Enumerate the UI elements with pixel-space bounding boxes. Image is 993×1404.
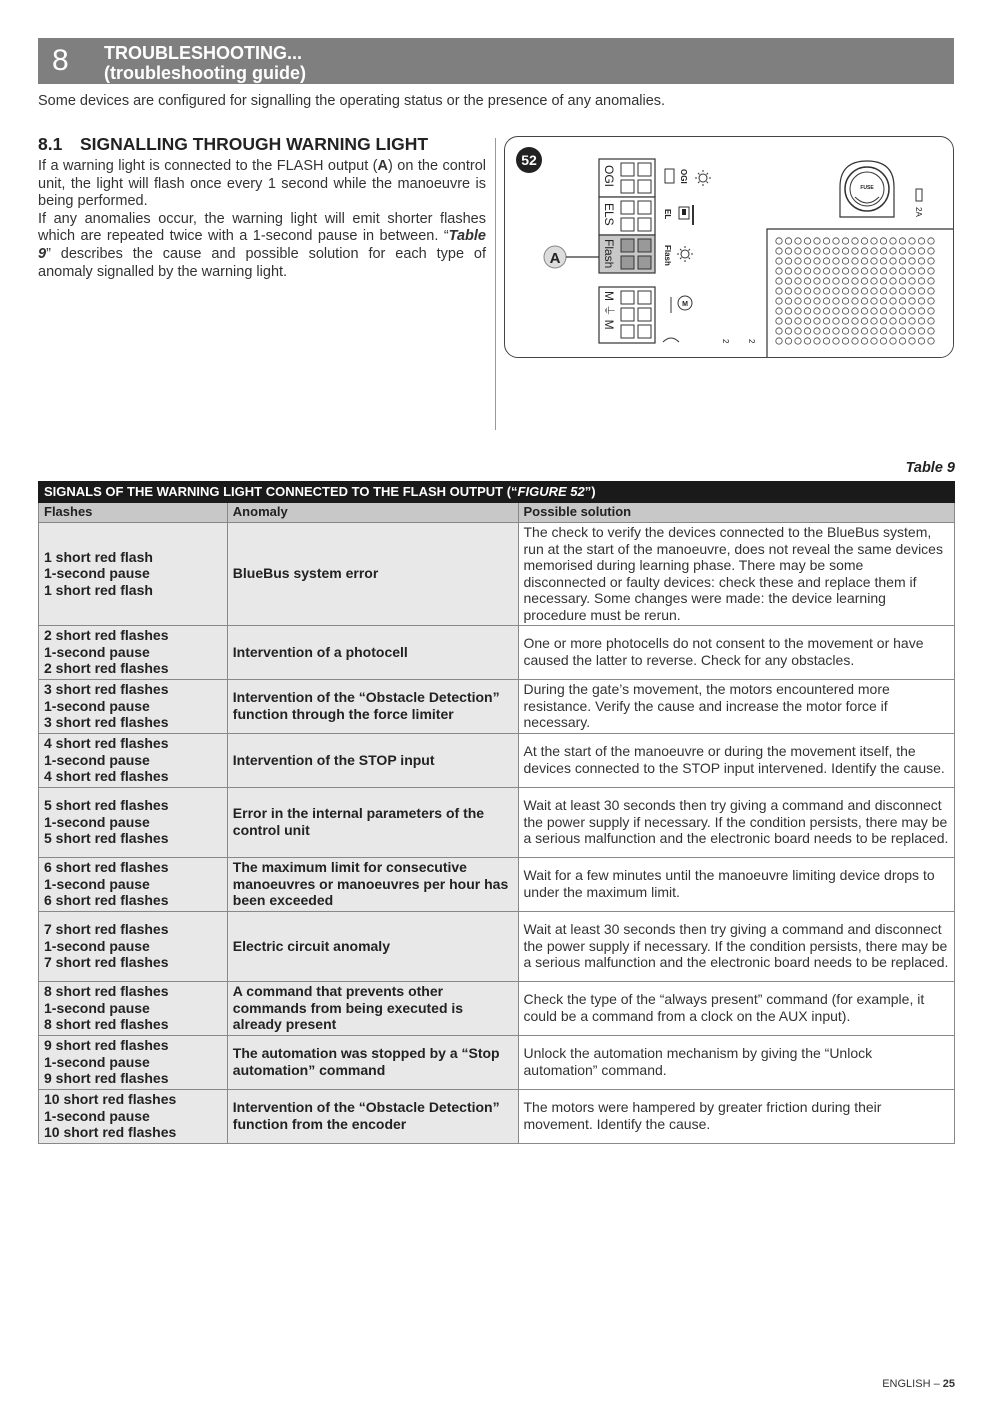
flashes-line: 1-second pause: [44, 937, 150, 954]
anomaly-cell: Electric circuit anomaly: [227, 911, 518, 981]
flashes-line: 7 short red flashes: [44, 921, 169, 938]
section-heading: [38, 134, 428, 155]
flashes-line: 1-second pause: [44, 813, 150, 830]
lock-icon: [679, 205, 693, 225]
table-row: [39, 1035, 955, 1089]
side-label-el: EL: [663, 209, 672, 220]
table-row: [39, 733, 955, 787]
flashes-cell: [39, 523, 228, 626]
flashes-line: 1 short red flash: [44, 582, 153, 599]
flashes-line: 1-second pause: [44, 1107, 150, 1124]
table-title: [39, 482, 955, 503]
p1-ref-a: A: [377, 158, 388, 174]
table-row: [39, 1089, 955, 1143]
solution-cell: Wait at least 30 seconds then try giving a command and disconnect the power supply if necessary. If the condition persists, there may be a serious malfunction and the electronic board needs to be replaced.: [518, 787, 955, 857]
terminal-label-ogi: OGI: [602, 165, 616, 188]
page-footer: [882, 1378, 955, 1390]
p2-table-ref: Table 9: [38, 228, 486, 262]
flashes-line: 6 short red flashes: [44, 892, 169, 909]
paragraph-1: [38, 158, 486, 211]
chapter-title-line1: TROUBLESHOOTING...: [104, 43, 302, 63]
sun-icon: [695, 170, 711, 186]
solution-cell: One or more photocells do not consent to the movement or have caused the latter to reverse. Check for any obstacles.: [518, 625, 955, 679]
terminal-label-els: ELS: [602, 203, 616, 226]
flashes-line: 1-second pause: [44, 565, 150, 582]
flashes-line: 4 short red flashes: [44, 735, 169, 752]
anomaly-cell: The automation was stopped by a “Stop automation” command: [227, 1035, 518, 1089]
side-label-flash: Flash: [663, 245, 672, 266]
table-title-suffix: ”): [584, 483, 596, 499]
flashes-line: 9 short red flashes: [44, 1037, 169, 1054]
p1-text-a: If a warning light is connected to the FLASH output (: [38, 158, 378, 174]
flashes-line: 1-second pause: [44, 999, 150, 1016]
table-row: [39, 625, 955, 679]
flashes-line: 10 short red flashes: [44, 1124, 177, 1141]
table-row: [39, 523, 955, 626]
anomaly-cell: Intervention of the “Obstacle Detection” function from the encoder: [227, 1089, 518, 1143]
flashes-line: 3 short red flashes: [44, 714, 169, 731]
fuse-rating: 2A: [914, 207, 923, 217]
flashes-cell: [39, 625, 228, 679]
flashes-cell: [39, 733, 228, 787]
intro-text: Some devices are configured for signalling the operating status or the presence of any anomalies.: [38, 93, 666, 109]
flashes-line: 10 short red flashes: [44, 1091, 177, 1108]
solution-cell: The check to verify the devices connected to the BlueBus system, run at the start of the manoeuvre, does not reveal the same devices memorised during learning phase. There may be some disconnected or faulty devices: check these and replace them if necessary. Some changes were made: the device learning procedure must be rerun.: [518, 523, 955, 626]
table-row: [39, 857, 955, 911]
flashes-cell: [39, 857, 228, 911]
figure-number: 52: [521, 152, 537, 168]
signals-table: [38, 481, 955, 1144]
column-divider: [495, 138, 496, 430]
chapter-title-line2: (troubleshooting guide): [104, 63, 306, 83]
chapter-header: [38, 38, 954, 84]
paragraph-2: [38, 211, 486, 281]
table-row: [39, 679, 955, 733]
flashes-line: 8 short red flashes: [44, 1016, 169, 1033]
table-caption: Table 9: [905, 460, 955, 476]
flashes-line: 5 short red flashes: [44, 797, 169, 814]
bottom-label-1: 2: [721, 339, 730, 344]
flashes-line: 1-second pause: [44, 643, 150, 660]
flashes-line: 4 short red flashes: [44, 768, 169, 785]
chapter-number: 8: [52, 44, 69, 77]
solution-cell: Check the type of the “always present” command (for example, it could be a command from a clock on the AUX input).: [518, 981, 955, 1035]
flashes-cell: [39, 679, 228, 733]
section-number: 8.1: [38, 134, 63, 154]
table-title-prefix: SIGNALS OF THE WARNING LIGHT CONNECTED TO THE FLASH OUTPUT (“: [44, 483, 518, 499]
anomaly-cell: BlueBus system error: [227, 523, 518, 626]
flashes-cell: [39, 911, 228, 981]
flashes-line: 1-second pause: [44, 875, 150, 892]
solution-cell: At the start of the manoeuvre or during the movement itself, the devices connected to the STOP input intervened. Identify the cause.: [518, 733, 955, 787]
section-title: SIGNALLING THROUGH WARNING LIGHT: [80, 134, 429, 154]
section-body: [38, 158, 486, 281]
solution-cell: Wait at least 30 seconds then try giving a command and disconnect the power supply if necessary. If the condition persists, there may be a serious malfunction and the electronic board needs to be replaced.: [518, 911, 955, 981]
anomaly-cell: Intervention of the STOP input: [227, 733, 518, 787]
flashes-line: 8 short red flashes: [44, 983, 169, 1000]
solution-cell: Wait for a few minutes until the manoeuvre limiting device drops to under the maximum limit.: [518, 857, 955, 911]
side-label-ogi: OGI: [679, 169, 688, 184]
flashes-line: 9 short red flashes: [44, 1070, 169, 1087]
column-header-flashes: Flashes: [39, 503, 228, 523]
table-row: [39, 787, 955, 857]
vent-panel: [767, 229, 954, 358]
sun-icon: [677, 246, 693, 262]
motor-icon-label: M: [682, 301, 688, 308]
anomaly-cell: A command that prevents other commands from being executed is already present: [227, 981, 518, 1035]
column-header-solution: Possible solution: [518, 503, 955, 523]
flashes-line: 1-second pause: [44, 1053, 150, 1070]
flashes-line: 2 short red flashes: [44, 660, 169, 677]
table-row: [39, 981, 955, 1035]
terminal-label-flash: Flash: [602, 239, 616, 269]
terminal-label-motor: M ⏚ M: [602, 291, 616, 330]
anomaly-cell: The maximum limit for consecutive manoeuvres or manoeuvres per hour has been exceeded: [227, 857, 518, 911]
table-title-ref: FIGURE 52: [517, 483, 585, 499]
flashes-cell: [39, 1089, 228, 1143]
fuse-label: FUSE: [860, 185, 874, 191]
callout-a-label: A: [549, 250, 561, 267]
flashes-line: 1-second pause: [44, 697, 150, 714]
flashes-cell: [39, 787, 228, 857]
flashes-cell: [39, 1035, 228, 1089]
table-row: [39, 911, 955, 981]
flashes-line: 1-second pause: [44, 751, 150, 768]
column-header-anomaly: Anomaly: [227, 503, 518, 523]
control-unit-diagram: [505, 137, 954, 358]
p1-text-b: ) on the control unit, the light will flash once every 1 second while the manoeuvre is being performed.: [38, 158, 486, 210]
flashes-cell: [39, 981, 228, 1035]
p2-text-a: If any anomalies occur, the warning light will emit shorter flashes which are repeated twice with a 1-second pause in between. “: [38, 210, 486, 245]
flashes-line: 1 short red flash: [44, 548, 153, 565]
anomaly-cell: Error in the internal parameters of the control unit: [227, 787, 518, 857]
anomaly-cell: Intervention of a photocell: [227, 625, 518, 679]
footer-language: ENGLISH: [882, 1378, 931, 1390]
flashes-line: 6 short red flashes: [44, 859, 169, 876]
flashes-line: 5 short red flashes: [44, 830, 169, 847]
solution-cell: The motors were hampered by greater friction during their movement. Identify the cause.: [518, 1089, 955, 1143]
bottom-label-2: 2: [747, 339, 756, 344]
flashes-line: 7 short red flashes: [44, 954, 169, 971]
fuse-holder: [840, 161, 923, 217]
connector-arc: [663, 338, 679, 342]
anomaly-cell: Intervention of the “Obstacle Detection” function through the force limiter: [227, 679, 518, 733]
flashes-line: 3 short red flashes: [44, 681, 169, 698]
figure-52: [504, 136, 954, 358]
motor-icon: [671, 296, 692, 313]
solution-cell: During the gate’s movement, the motors encountered more resistance. Verify the cause and increase the motor force if necessary.: [518, 679, 955, 733]
flashes-line: 2 short red flashes: [44, 627, 169, 644]
p2-text-b: ” describes the cause and possible solution for each type of anomaly signalled by the warning light.: [38, 245, 486, 280]
footer-separator: –: [930, 1378, 943, 1390]
solution-cell: Unlock the automation mechanism by giving the “Unlock automation” command.: [518, 1035, 955, 1089]
page-number: 25: [942, 1378, 955, 1390]
